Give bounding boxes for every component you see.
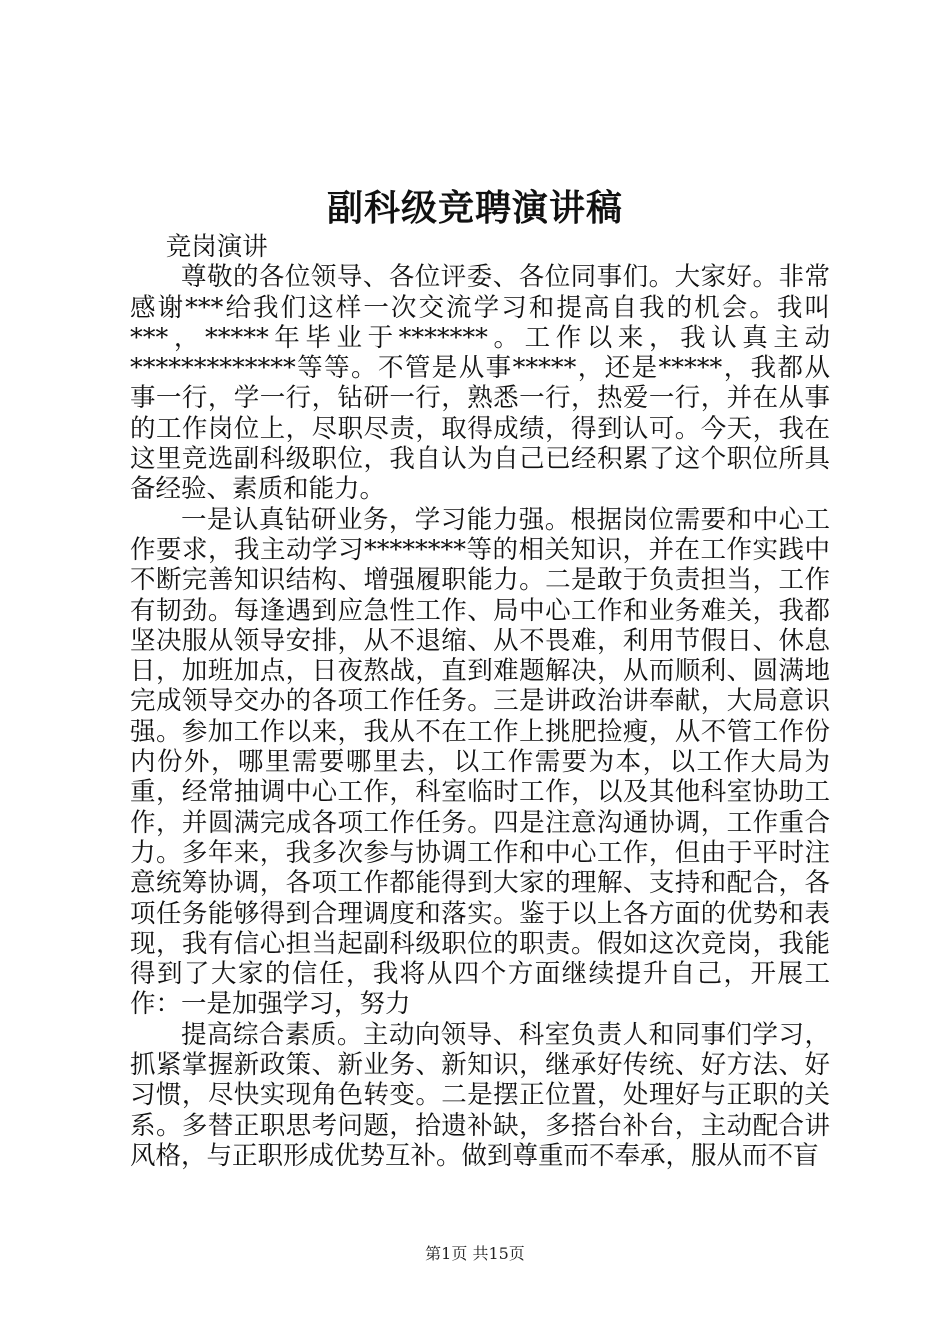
page-footer: 第1页 共15页 [425,1244,525,1263]
paragraph-strengths: 一是认真钻研业务，学习能力强。根据岗位需要和中心工作要求，我主动学习********等的相关知识，并在工作实践中不断完善知识结构、增强履职能力。二是敢于负责担当，工作有韧劲。每逢遇到应急性工作、局中心工作和业务难关，我都坚决服从领导安排，从不退缩、从不畏难，利用节假日、休息日，加班加点，日夜熬战，直到难题解决，从而顺利、圆满地完成领导交办的各项工作任务。三是讲政治讲奉献，大局意识强。参加工作以来，我从不在工作上挑肥捡瘦，从不管工作份内份外，哪里需要哪里去，以工作需要为本，以工作大局为重，经常抽调中心工作，科室临时工作，以及其他科室协助工作，并圆满完成各项工作任务。四是注意沟通协调，工作重合力。多年来，我多次参与协调工作和中心工作，但由于平时注意统筹协调，各项工作都能得到大家的理解、支持和配合，各项任务能够得到合理调度和落实。鉴于以上各方面的优势和表现，我有信心担当起副科级职位的职责。假如这次竞岗，我能得到了大家的信任，我将从四个方面继续提升自己，开展工作：一是加强学习，努力 [130,504,830,1020]
paragraph-plans: 提高综合素质。主动向领导、科室负责人和同事们学习，抓紧掌握新政策、新业务、新知识，继承好传统、好方法、好习惯，尽快实现角色转变。二是摆正位置，处理好与正职的关系。多替正职思考问题，拾遗补缺，多搭台补台，主动配合讲风格，与正职形成优势互补。做到尊重而不奉承，服从而不盲 [130,1019,830,1171]
paragraph-subheading: 竞岗演讲 [165,232,268,262]
document-body [130,232,830,1171]
paragraph-opening: 尊敬的各位领导、各位评委、各位同事们。大家好。非常感谢***给我们这样一次交流学习和提高自我的机会。我叫***，*****年毕业于*******。工作以来，我认真主动*************等等。不管是从事*****，还是*****，我都从事一行，学一行，钻研一行，熟悉一行，热爱一行，并在从事的工作岗位上，尽职尽责，取得成绩，得到认可。今天，我在这里竞选副科级职位，我自认为自己已经积累了这个职位所具备经验、素质和能力。 [130,262,830,505]
document-title: 副科级竞聘演讲稿 [326,187,623,229]
